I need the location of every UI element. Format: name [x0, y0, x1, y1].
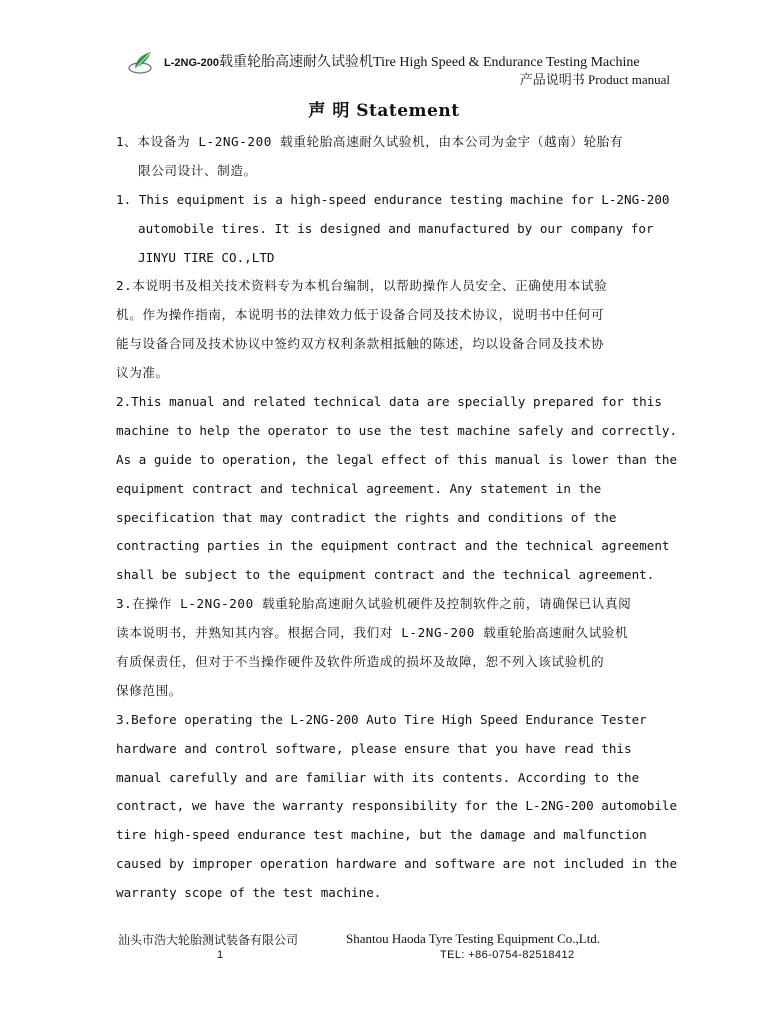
- paragraph-line: manual carefully and are familiar with its contents. According to the: [116, 769, 640, 785]
- paragraph-line: shall be subject to the equipment contract and the technical agreement.: [116, 567, 655, 583]
- paragraph-line: As a guide to operation, the legal effect of this manual is lower than the: [116, 451, 678, 467]
- paragraph-line: 能与设备合同及技术协议中签约双方权利条款相抵触的陈述，均以设备合同及技术协: [116, 336, 605, 352]
- paragraph-line: hardware and control software, please ensure that you have read this: [116, 740, 632, 756]
- footer-company-cn: 汕头市浩大轮胎测试装备有限公司: [118, 933, 299, 947]
- paragraph-line: 3.Before operating the L-2NG-200 Auto Tire High Speed Endurance Tester: [116, 711, 647, 727]
- paragraph-line: specification that may contradict the rights and conditions of the: [116, 509, 617, 525]
- paragraph-line: 2.This manual and related technical data are specially prepared for this: [116, 394, 662, 410]
- header-title-text: 载重轮胎高速耐久试验机Tire High Speed & Endurance Testing Machine: [219, 55, 640, 70]
- footer-company-en: Shantou Haoda Tyre Testing Equipment Co.,Ltd.: [346, 931, 601, 946]
- paragraph-line: contract, we have the warranty responsibility for the L-2NG-200 automobile: [116, 798, 678, 814]
- paragraph-line: 议为准。: [116, 365, 169, 381]
- paragraph-line: 有质保责任，但对于不当操作硬件及软件所造成的损坏及故障，恕不列入该试验机的: [116, 654, 605, 670]
- header-subtitle: 产品说明书 Product manual: [519, 72, 670, 87]
- paragraph-line: tire high-speed endurance test machine, but the damage and malfunction: [116, 827, 647, 843]
- paragraph-line: equipment contract and technical agreement. Any statement in the: [116, 480, 602, 496]
- paragraph-line: 1、本设备为 L-2NG-200 载重轮胎高速耐久试验机，由本公司为金宇（越南）轮胎有: [116, 134, 624, 149]
- header-title: [164, 51, 640, 71]
- paragraph-line: 2.本说明书及相关技术资料专为本机台编制，以帮助操作人员安全、正确使用本试验: [116, 278, 608, 294]
- paragraph-line: warranty scope of the test machine.: [116, 885, 382, 901]
- paragraph-line: 限公司设计、制造。: [138, 162, 257, 178]
- paragraph-line: 保修范围。: [116, 682, 182, 698]
- paragraph-line: automobile tires. It is designed and manufactured by our company for: [138, 220, 654, 236]
- paragraph-line: 1. This equipment is a high-speed endurance testing machine for L-2NG-200: [116, 191, 670, 207]
- footer-telephone: TEL: +86-0754-82518412: [440, 949, 575, 961]
- paragraph-line: caused by improper operation hardware and software are not included in the: [116, 856, 678, 872]
- paragraph-line: 机。作为操作指南，本说明书的法律效力低于设备合同及技术协议，说明书中任何可: [116, 307, 605, 323]
- paragraph-line: contracting parties in the equipment contract and the technical agreement: [116, 538, 670, 554]
- paragraph-line: 读本说明书，并熟知其内容。根据合同，我们对 L-2NG-200 载重轮胎高速耐久试验机: [116, 625, 629, 641]
- header-model-code: L-2NG-200: [164, 57, 220, 69]
- paragraph-line: machine to help the operator to use the test machine safely and correctly.: [116, 422, 678, 438]
- statement-body: [116, 128, 696, 908]
- paragraph-line: 3.在操作 L-2NG-200 载重轮胎高速耐久试验机硬件及控制软件之前，请确保已认真阅: [116, 596, 632, 612]
- leaf-logo-icon: [126, 50, 156, 76]
- page-number: 1: [217, 949, 224, 961]
- statement-title: 声 明 Statement: [308, 101, 460, 121]
- paragraph-line: JINYU TIRE CO.,LTD: [138, 249, 275, 265]
